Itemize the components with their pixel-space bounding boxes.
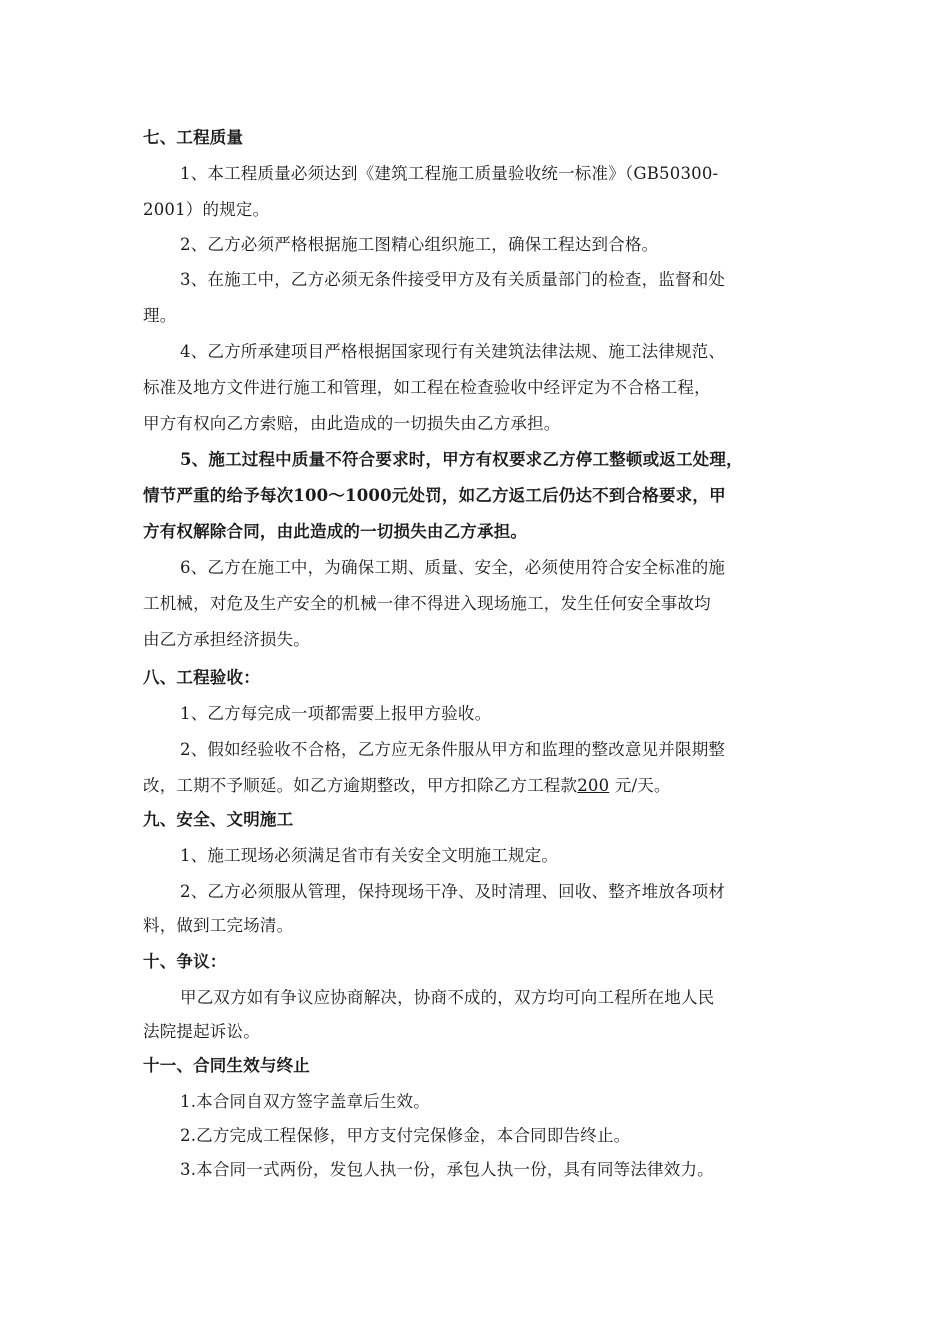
paragraph-line: 1、本工程质量必须达到《建筑工程施工质量验收统一标准》（GB50300-	[180, 164, 719, 183]
paragraph-line: 2、乙方必须服从管理，保持现场干净、及时清理、回收、整齐堆放各项材	[180, 882, 726, 901]
section-heading-effect-termination: 十一、合同生效与终止	[143, 1056, 310, 1075]
paragraph-line: 甲方有权向乙方索赔，由此造成的一切损失由乙方承担。	[143, 414, 561, 433]
paragraph-line: 料，做到工完场清。	[143, 916, 294, 935]
paragraph-line: 4、乙方所承建项目严格根据国家现行有关建筑法律法规、施工法律规范、	[180, 342, 726, 361]
paragraph-line: 标准及地方文件进行施工和管理，如工程在检查验收中经评定为不合格工程，	[143, 378, 711, 397]
paragraph-line: 6、乙方在施工中，为确保工期、质量、安全，必须使用符合安全标准的施	[180, 558, 726, 577]
section-heading-dispute: 十、争议：	[143, 952, 227, 971]
section-heading-safety: 九、安全、文明施工	[143, 810, 294, 829]
paragraph-line: 甲乙双方如有争议应协商解决，协商不成的，双方均可向工程所在地人民	[180, 988, 715, 1007]
paragraph-line: 2.乙方完成工程保修，甲方支付完保修金，本合同即告终止。	[180, 1126, 631, 1145]
paragraph-line: 由乙方承担经济损失。	[143, 630, 310, 649]
paragraph-line: 法院提起诉讼。	[143, 1022, 260, 1041]
penalty-amount: 200	[577, 776, 610, 795]
paragraph-line: 理。	[143, 306, 177, 325]
paragraph-line-with-amount	[143, 774, 823, 798]
paragraph-text: 改，工期不予顺延。如乙方逾期整改，甲方扣除乙方工程款	[143, 776, 578, 795]
section-heading-acceptance: 八、工程验收：	[143, 668, 260, 687]
paragraph-line: 2、假如经验收不合格，乙方应无条件服从甲方和监理的整改意见并限期整	[180, 740, 726, 759]
section-heading-quality: 七、工程质量	[143, 128, 244, 147]
paragraph-line: 3.本合同一式两份，发包人执一份，承包人执一份，具有同等法律效力。	[180, 1160, 714, 1179]
paragraph-line: 2001）的规定。	[143, 200, 270, 219]
paragraph-line: 1.本合同自双方签字盖章后生效。	[180, 1092, 430, 1111]
paragraph-line: 2、乙方必须严格根据施工图精心组织施工，确保工程达到合格。	[180, 235, 659, 254]
paragraph-line: 3、在施工中，乙方必须无条件接受甲方及有关质量部门的检查，监督和处	[180, 270, 726, 289]
penalty-unit: 元/天。	[614, 776, 671, 795]
paragraph-line: 1、施工现场必须满足省市有关安全文明施工规定。	[180, 846, 559, 865]
paragraph-line: 情节严重的给予每次100～1000元处罚，如乙方返工后仍达不到合格要求，甲	[143, 486, 726, 505]
paragraph-line: 5、施工过程中质量不符合要求时，甲方有权要求乙方停工整顿或返工处理，	[180, 450, 743, 469]
paragraph-line: 1、乙方每完成一项都需要上报甲方验收。	[180, 704, 492, 723]
paragraph-line: 方有权解除合同，由此造成的一切损失由乙方承担。	[143, 522, 528, 541]
paragraph-line: 工机械，对危及生产安全的机械一律不得进入现场施工，发生任何安全事故均	[143, 594, 711, 613]
